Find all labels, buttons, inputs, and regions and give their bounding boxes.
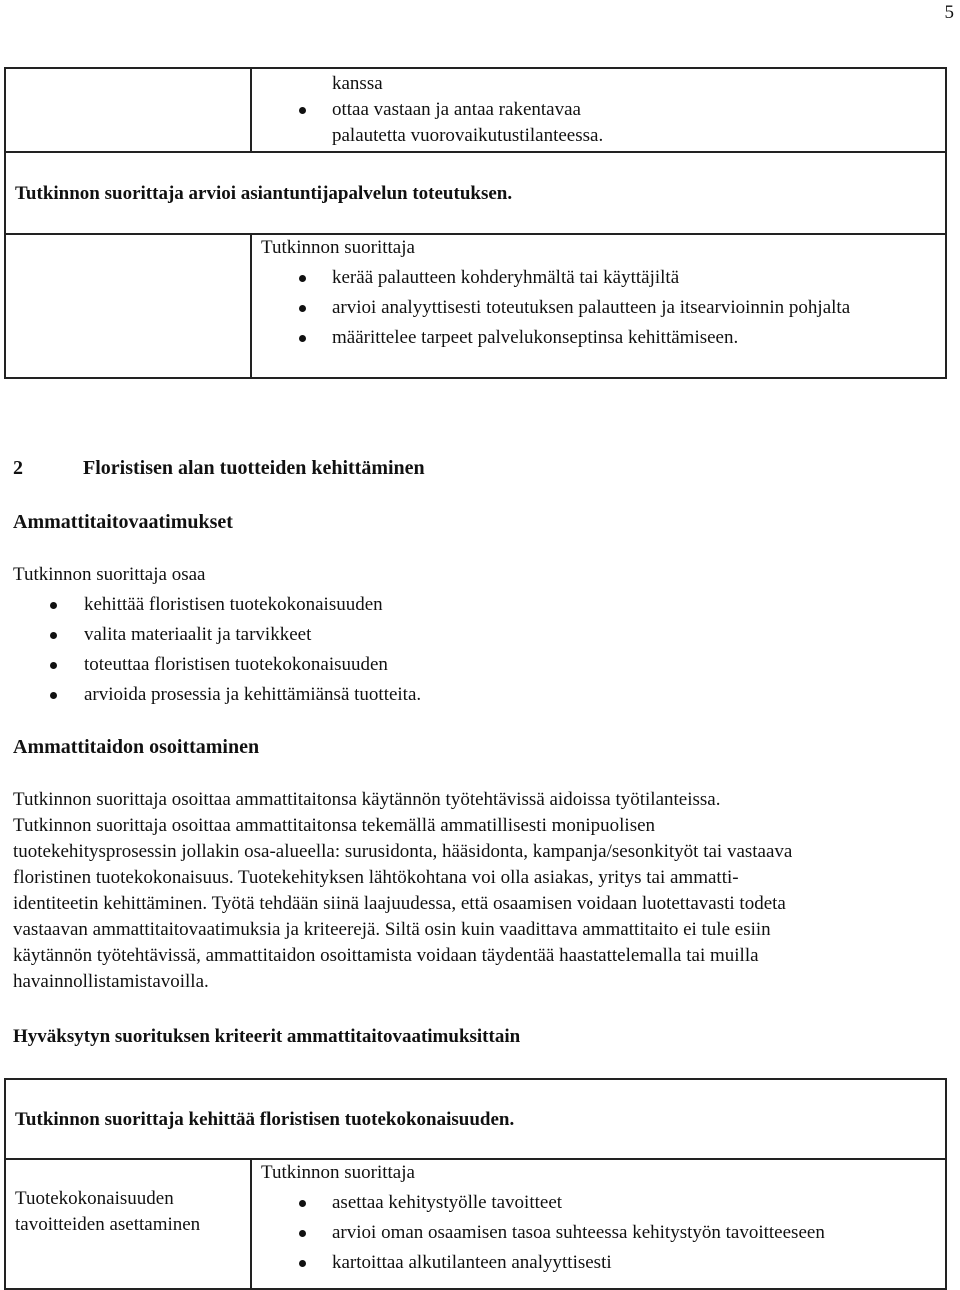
demonstration-heading: Ammattitaidon osoittaminen xyxy=(13,736,260,758)
table1-heading-cell xyxy=(5,152,946,234)
list-item: asettaa kehitystyölle tavoitteet xyxy=(252,1190,945,1216)
demonstration-paragraph-2 xyxy=(13,813,943,995)
table1-row3-right-cell xyxy=(251,234,946,378)
page-number: 5 xyxy=(944,2,954,23)
requirements-heading: Ammattitaitovaatimukset xyxy=(13,511,233,533)
paragraph-line: tuotekehitysprosessin jollakin osa-alueella: surusidonta, hääsidonta, kampanja/sesonkityöt tai vastaava xyxy=(13,841,793,862)
paragraph-line: havainnollistamistavoilla. xyxy=(13,971,209,992)
demonstration-paragraph-1: Tutkinnon suorittaja osoittaa ammattitaitonsa käytännön työtehtävissä aidoissa työtilanteissa. xyxy=(13,789,721,810)
list-item: kerää palautteen kohderyhmältä tai käyttäjiltä xyxy=(252,265,872,291)
continued-text: kanssa xyxy=(332,73,383,94)
list-item: kartoittaa alkutilanteen analyyttisesti xyxy=(252,1250,945,1276)
list-item: arvioi oman osaamisen tasoa suhteessa kehitystyön tavoitteeseen xyxy=(252,1220,945,1246)
paragraph-line: identiteetin kehittäminen. Työtä tehdään siinä laajuudessa, että osaamisen voidaan luotettavasti todeta xyxy=(13,893,786,914)
table1-row1-left-cell xyxy=(5,68,251,152)
requirements-intro: Tutkinnon suorittaja osaa xyxy=(13,564,206,585)
requirements-list xyxy=(13,592,943,708)
list-item: määrittelee tarpeet palvelukonseptinsa kehittämiseen. xyxy=(252,325,872,351)
table2-heading-cell xyxy=(5,1079,946,1159)
list-item: arvioida prosessia ja kehittämiänsä tuotteita. xyxy=(13,682,943,708)
list-item: kehittää floristisen tuotekokonaisuuden xyxy=(13,592,943,618)
section-number: 2 xyxy=(13,457,23,479)
list-item: valita materiaalit ja tarvikkeet xyxy=(13,622,943,648)
bullet-list xyxy=(252,261,872,351)
paragraph-line: käytännön työtehtävissä, ammattitaidon osoittamista voidaan täydentää haastattelemalla tai muilla xyxy=(13,945,759,966)
table2-left-label: Tuotekokonaisuuden tavoitteiden asettaminen xyxy=(15,1188,201,1235)
paragraph-line: vastaavan ammattitaitovaatimuksia ja kriteerejä. Siltä osin kuin vaadittava ammattitaito ei tule esiin xyxy=(13,919,771,940)
criteria-table-continued xyxy=(4,67,947,379)
section-title xyxy=(13,455,943,481)
demonstration-text xyxy=(13,787,943,995)
criteria-table xyxy=(4,1078,947,1290)
section-2 xyxy=(13,455,943,481)
table1-row1-right-cell xyxy=(251,68,946,152)
bullet-list xyxy=(252,97,652,149)
criteria-heading: Hyväksytyn suorituksen kriteerit ammattitaitovaatimuksittain xyxy=(13,1026,521,1047)
list-item: toteuttaa floristisen tuotekokonaisuuden xyxy=(13,652,943,678)
table1-intro: Tutkinnon suorittaja xyxy=(261,237,415,258)
table1-row3-left-cell xyxy=(5,234,251,378)
table2-heading: Tutkinnon suorittaja kehittää floristisen tuotekokonaisuuden. xyxy=(15,1109,515,1130)
table2-right-cell xyxy=(251,1159,946,1289)
paragraph-line: floristinen tuotekokonaisuus. Tuotekehityksen lähtökohtana voi olla asiakas, yritys tai ammatti- xyxy=(13,867,739,888)
list-item: ottaa vastaan ja antaa rakentavaa palautetta vuorovaikutustilanteessa. xyxy=(252,97,652,149)
bullet-list xyxy=(252,1186,945,1276)
table1-heading: Tutkinnon suorittaja arvioi asiantuntijapalvelun toteutuksen. xyxy=(15,183,513,204)
paragraph-line: Tutkinnon suorittaja osoittaa ammattitaitonsa tekemällä ammatillisesti monipuolisen xyxy=(13,815,656,836)
table2-intro: Tutkinnon suorittaja xyxy=(261,1162,415,1183)
table2-left-cell xyxy=(5,1159,251,1289)
list-item: arvioi analyyttisesti toteutuksen palautteen ja itsearvioinnin pohjalta xyxy=(252,295,872,321)
section-title-text: Floristisen alan tuotteiden kehittäminen xyxy=(83,457,425,479)
